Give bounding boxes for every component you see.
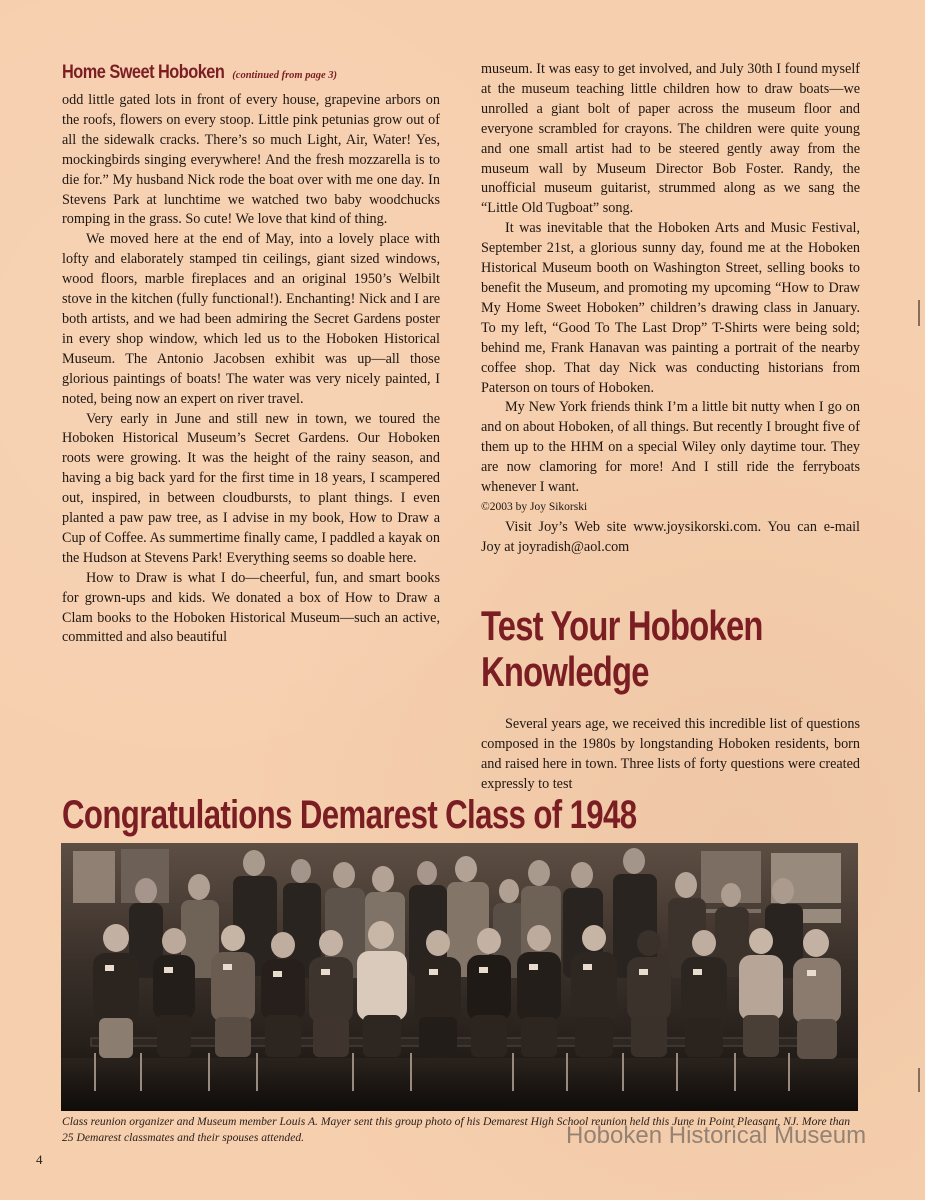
binder-mark xyxy=(918,300,920,326)
photo-caption: Class reunion organizer and Museum member Louis A. Mayer sent this group photo of his Demarest High School reunion held this June in Point Pleasant, NJ. More than 25 Demarest classmates and their spouses attended. xyxy=(62,1115,851,1144)
congratulations-heading xyxy=(62,792,862,838)
museum-watermark: Hoboken Historical Museum xyxy=(566,1122,867,1149)
article-paragraph: We moved here at the end of May, into a lovely place with lofty and elaborately stamped tin ceilings, giant sized windows, wood floors, marble fireplaces and an original 1950’s Welbilt stove in the kitchen (fully functional!). Enchanting! Nick and I are both artists, and we had been admiring the Secret Gardens poster in every shop window, which led us to the Hoboken Historical Museum. The Antonio Jacobsen exhibit was up—all those glorious paintings of boats! The water was very nicely painted, I noted, being now an expert on river travel. xyxy=(62,231,440,407)
article-paragraph: odd little gated lots in front of every house, grapevine arbors on the roofs, flowers on every stoop. Little pink petunias grow out of all the sidewalk cracks. There’s so much Light, Air, Water! Yes, mockingbirds singing everywhere! And the fresh mozzarella is to die for.” My husband Nick rode the boat over with me one day. In Stevens Park at lunchtime we watched two baby woodchucks romping in the grass. So cute! We love that kind of thing. xyxy=(62,92,440,228)
article-right-column xyxy=(481,60,860,558)
copyright-line: ©2003 by Joy Sikorski xyxy=(481,500,588,513)
article-paragraph: It was inevitable that the Hoboken Arts and Music Festival, September 21st, a glorious sunny day, found me at the Hoboken Historical Museum booth on Washington Street, selling books to benefit the Museum, and promoting my upcoming “How to Draw My Home Sweet Hoboken” children’s drawing class in January. To my left, “Good To The Last Drop” T-Shirts were being sold; behind me, Frank Hanavan was painting a portrait of the nearby coffee shop. That day Nick was conducting historians from Paterson on tours of Hoboken. xyxy=(481,220,860,396)
test-heading-line-1: Test Your Hoboken xyxy=(481,602,763,649)
group-photo-illustration xyxy=(61,843,858,1111)
article-paragraph: Very early in June and still new in town, we toured the Hoboken Historical Museum’s Secret Gardens. Our Hoboken roots were growing. It was the height of the rainy season, and having a big back yard for the first time in 18 years, I scampered out, inspired, in between cloudbursts, to plant things. I even planted a paw paw tree, as I advise in my book, How to Draw a Cup of Coffee. As summertime finally came, I paddled a kayak on the Hudson at Stevens Park! Everything seems so doable here. xyxy=(62,410,440,566)
class-reunion-group-photo xyxy=(61,843,858,1111)
running-head-continued: (continued from page 3) xyxy=(232,70,337,81)
article-paragraph: My New York friends think I’m a little bit nutty when I go on and on about Hoboken, of all things. But recently I brought five of them up to the HHM on a special Wiley only daytime tour. They are now clamoring for more! And I still ride the ferryboats whenever I want. xyxy=(481,399,860,496)
page-number: 4 xyxy=(36,1152,43,1167)
running-head xyxy=(62,60,440,89)
test-knowledge-body: Several years age, we received this incredible list of questions composed in the 1980s by longstanding Hoboken residents, born and raised here in town. Three lists of forty questions were created expressly to test xyxy=(481,716,860,792)
congratulations-heading-text: Congratulations Demarest Class of 1948 xyxy=(62,793,637,837)
binder-mark xyxy=(918,1068,920,1092)
article-left-column xyxy=(62,60,440,648)
article-paragraph: How to Draw is what I do—cheerful, fun, and smart books for grown-ups and kids. We donated a box of How to Draw a Clam books to the Hoboken Historical Museum—such an active, committed and also beautiful xyxy=(62,569,440,646)
web-note: Visit Joy’s Web site www.joysikorski.com. You can e-mail Joy at joyradish@aol.com xyxy=(481,518,860,555)
running-head-title: Home Sweet Hoboken xyxy=(62,62,225,83)
test-heading-line-2: Knowledge xyxy=(481,648,649,695)
article-paragraph: museum. It was easy to get involved, and July 30th I found myself at the museum teaching little children how to draw boats—we unrolled a giant bolt of paper across the museum floor and everyone scrambled for crayons. The children were quite young and one small artist had to be steered gently away from the museum wall by Museum Director Bob Foster. Randy, the unofficial museum guitarist, strummed along as we sang the “Little Old Tugboat” song. xyxy=(481,61,860,217)
test-knowledge-heading xyxy=(481,603,861,695)
